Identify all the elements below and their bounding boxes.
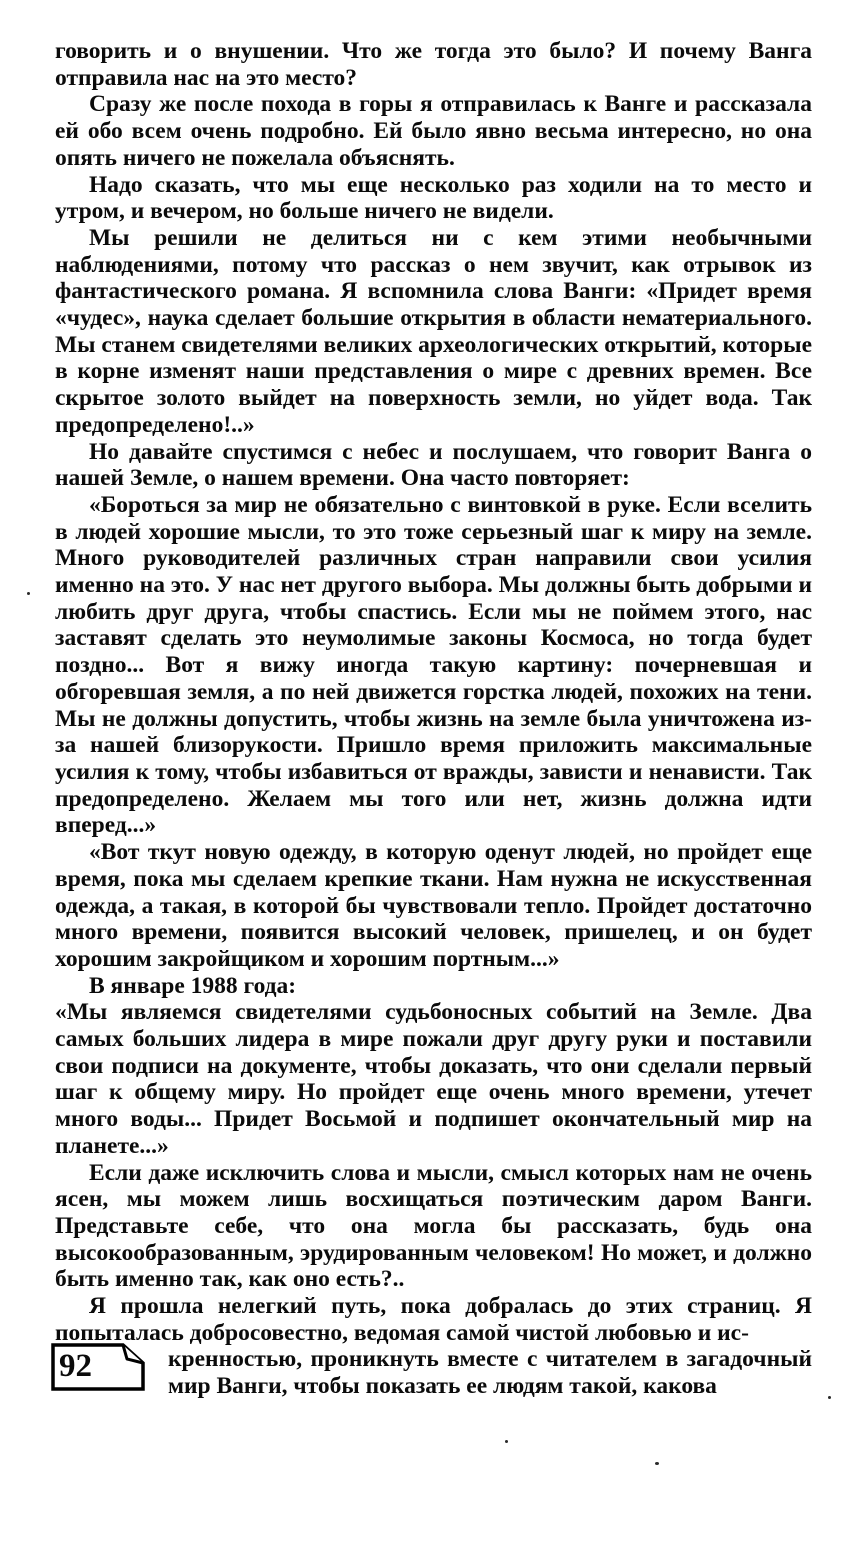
- final-paragraph-wrap: [55, 1346, 812, 1399]
- paragraph: говорить и о внушении. Что же тогда это было? И почему Ванга отправила нас на это место?: [55, 38, 812, 91]
- page-text: [55, 38, 812, 1400]
- paragraph: Мы решили не делиться ни с кем этими необычными наблюдениями, потому что рассказ о нем звучит, как отрывок из фантастического романа. Я вспомнила слова Ванги: «Придет время «чудес», наука сделает большие открытия в области нематериального. Мы станем свидетелями великих археологических открытий, которые в корне изменят наши представления о мире с древних времен. Все скрытое золото выйдет на поверхность земли, но уйдет вода. Так предопределено!..»: [55, 224, 813, 438]
- paragraph: Если даже исключить слова и мысли, смысл которых нам не очень ясен, мы можем лишь восхищаться поэтическим даром Ванги. Представьте себе, что она могла бы рассказать, будь она высокообразованным, эрудированным человеком! Но может, и должно быть именно так, как оно есть?..: [55, 1159, 812, 1293]
- page-number: 92: [59, 1348, 92, 1385]
- scan-speck: [505, 1440, 508, 1443]
- paragraph: «Бороться за мир не обязательно с винтовкой в руке. Если вселить в людей хорошие мысли, то это тоже серьезный шаг к миру на земле. Много руководителей различных стран направили свои усилия именно на это. У нас нет другого выбора. Мы должны быть добрыми и любить друг друга, чтобы спастись. Если мы не поймем этого, нас заставят сделать это неумолимые законы Космоса, но тогда будет поздно... Вот я вижу иногда такую картину: почерневшая и обгоревшая земля, а по ней движется горстка людей, похожих на тени. Мы не должны допустить, чтобы жизнь на земле была уничтожена из-за нашей близорукости. Пришло время приложить максимальные усилия к тому, чтобы избавиться от вражды, зависти и ненависти. Так предопределено. Желаем мы того или нет, жизнь должна идти вперед...»: [55, 491, 813, 839]
- paragraph: Но давайте спустимся с небес и послушаем, что говорит Ванга о нашей Земле, о нашем времени. Она часто повторяет:: [55, 438, 812, 492]
- final-paragraph-part1: Я прошла нелегкий путь, пока добралась до этих страниц. Я попыталась добросовестно, ведомая самой чистой любовью и ис-: [55, 1293, 812, 1346]
- paragraph: «Мы являемся свидетелями судьбоносных событий на Земле. Два самых больших лидера в мире пожали друг другу руки и поставили свои подписи на документе, чтобы доказать, что они сделали первый шаг к общему миру. Но пройдет еще очень много времени, утечет много воды... Придет Восьмой и подпишет окончательный мир на планете...»: [55, 999, 812, 1159]
- scan-speck: [655, 1462, 659, 1465]
- paragraph: В январе 1988 года:: [89, 972, 297, 999]
- scan-speck: [27, 592, 30, 595]
- final-paragraph-part2: кренностью, проникнуть вместе с читателем в загадочный мир Ванги, чтобы показать ее людям такой, какова: [168, 1346, 812, 1400]
- scan-speck: [828, 1396, 831, 1399]
- paragraph: «Вот ткут новую одежду, в которую оденут людей, но пройдет еще время, пока мы сделаем крепкие ткани. Нам нужна не искусственная одежда, а такая, в которой бы чувствовали тепло. Пройдет достаточно много времени, появится высокий человек, пришелец, и он будет хорошим закройщиком и хорошим портным...»: [55, 839, 812, 972]
- paragraph: Сразу же после похода в горы я отправилась к Ванге и рассказала ей обо всем очень подробно. Ей было явно весьма интересно, но она опять ничего не пожелала объяснять.: [55, 91, 812, 171]
- page-number-box: [50, 1342, 146, 1392]
- paragraph: Надо сказать, что мы еще несколько раз ходили на то место и утром, и вечером, но больше ничего не видели.: [55, 171, 812, 225]
